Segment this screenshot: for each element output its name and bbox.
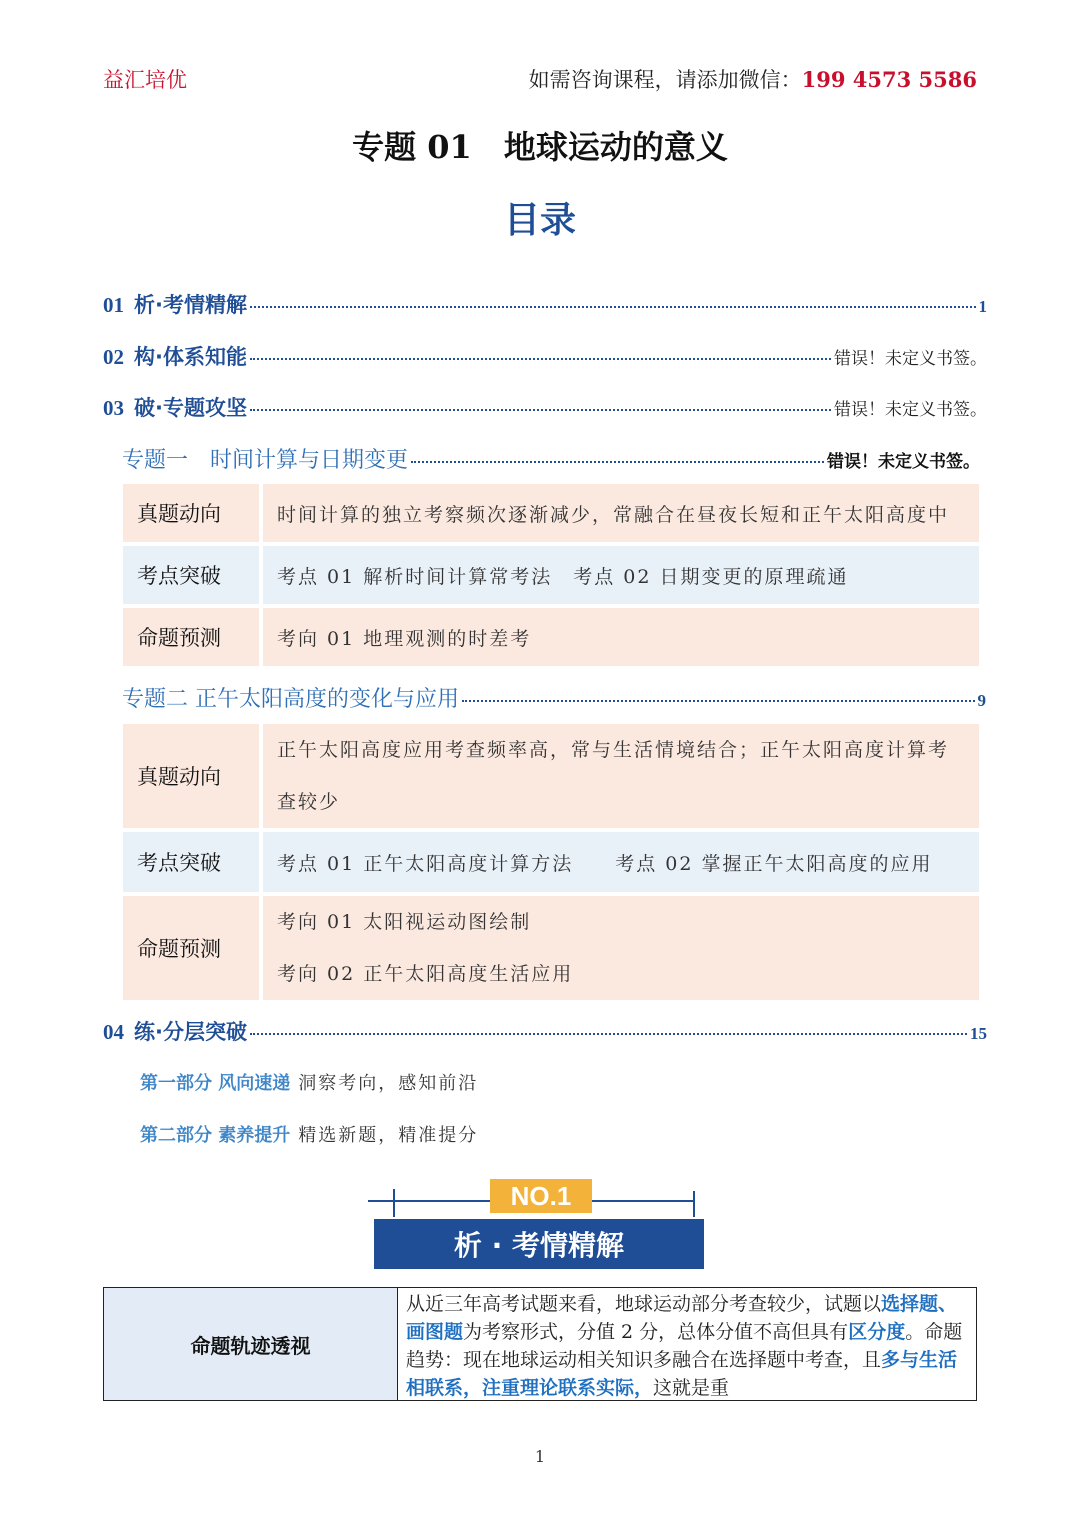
table-row [123, 832, 979, 892]
part-2[interactable] [140, 1121, 478, 1147]
topic-number: 专题 01 [352, 128, 472, 166]
page-number: 1 [534, 1447, 546, 1466]
toc-entry-03[interactable] [103, 392, 987, 422]
toc-entry-label: 04 练·分层突破 [103, 1020, 247, 1044]
toc-bookmark-error: 错误！未定义书签。 [827, 452, 980, 472]
row-value: 考向 01 太阳视运动图绘制 考向 02 正午太阳高度生活应用 [259, 896, 979, 1000]
contact-info [529, 64, 977, 94]
toc-page-number: 1 [978, 297, 987, 316]
exam-trend-value: 从近三年高考试题来看，地球运动部分考查较少，试题以选择题、画图题为考察形式，分值 2 分，总体分值不高但具有区分度。命题趋势：现在地球运动相关知识多融合在选择题中考查，且多与生活相联系，注重理论联系实际，这就是重 [406, 1293, 963, 1399]
toc-entry-04[interactable] [103, 1016, 987, 1046]
row-key: 真题动向 [123, 484, 259, 542]
row-value: 时间计算的独立考察频次逐渐减少，常融合在昼夜长短和正午太阳高度中 [259, 484, 979, 542]
table-row [123, 608, 979, 666]
part-desc: 洞察考向，感知前沿 [298, 1073, 479, 1094]
row-key: 考点突破 [123, 832, 259, 892]
exam-trend-table [103, 1287, 977, 1401]
row-key: 真题动向 [123, 724, 259, 828]
toc-page-number: 15 [970, 1024, 987, 1043]
toc-topic-2[interactable] [122, 682, 986, 713]
toc-leader-dots [250, 358, 831, 360]
toc-bookmark-error: 错误！未定义书签。 [834, 400, 987, 420]
part-title: 第一部分 风向速递 [140, 1073, 291, 1094]
banner-title: 析 · 考情精解 [453, 1229, 625, 1262]
table-row [123, 546, 979, 604]
toc-leader-dots [250, 306, 976, 308]
toc-entry-label: 03 破·专题攻坚 [103, 396, 247, 420]
part-title: 第二部分 素养提升 [140, 1125, 291, 1146]
table-row [123, 484, 979, 542]
toc-heading: 目录 [503, 200, 576, 241]
toc-bookmark-error: 错误！未定义书签。 [834, 349, 987, 369]
topic-2-table [123, 720, 979, 1004]
row-value: 考向 01 地理观测的时差考 [259, 608, 979, 666]
toc-page-number: 9 [977, 691, 986, 710]
row-key: 命题预测 [123, 896, 259, 1000]
toc-topic-label: 专题二 正午太阳高度的变化与应用 [122, 687, 459, 712]
row-value: 考点 01 解析时间计算常考法 考点 02 日期变更的原理疏通 [259, 546, 979, 604]
contact-phone: 199 4573 5586 [801, 67, 977, 92]
banner-tag: NO.1 [510, 1181, 572, 1211]
doc-title [0, 122, 1080, 168]
toc-entry-label: 02 构·体系知能 [103, 345, 247, 369]
row-value: 考点 01 正午太阳高度计算方法 考点 02 掌握正午太阳高度的应用 [259, 832, 979, 892]
row-key: 命题预测 [123, 608, 259, 666]
table-row [123, 724, 979, 828]
section-banner [368, 1175, 708, 1275]
topic-name: 地球运动的意义 [503, 128, 728, 166]
table-row [123, 896, 979, 1000]
row-key: 考点突破 [123, 546, 259, 604]
brand-name: 益汇培优 [103, 68, 187, 92]
exam-trend-key: 命题轨迹透视 [104, 1288, 398, 1400]
toc-entry-02[interactable] [103, 341, 987, 371]
part-1[interactable] [140, 1069, 478, 1095]
topic-1-table [123, 480, 979, 670]
toc-topic-1[interactable] [122, 443, 980, 474]
contact-prefix: 如需咨询课程，请添加微信： [528, 68, 802, 92]
toc-leader-dots [250, 409, 831, 411]
toc-leader-dots [250, 1033, 967, 1035]
toc-leader-dots [411, 461, 824, 463]
toc-entry-01[interactable] [103, 289, 987, 319]
row-value: 正午太阳高度应用考查频率高，常与生活情境结合；正午太阳高度计算考 查较少 [259, 724, 979, 828]
part-desc: 精选新题，精准提分 [298, 1125, 479, 1146]
toc-entry-label: 01 析·考情精解 [103, 293, 247, 317]
toc-topic-label: 专题一 时间计算与日期变更 [122, 448, 409, 473]
toc-leader-dots [462, 700, 975, 702]
